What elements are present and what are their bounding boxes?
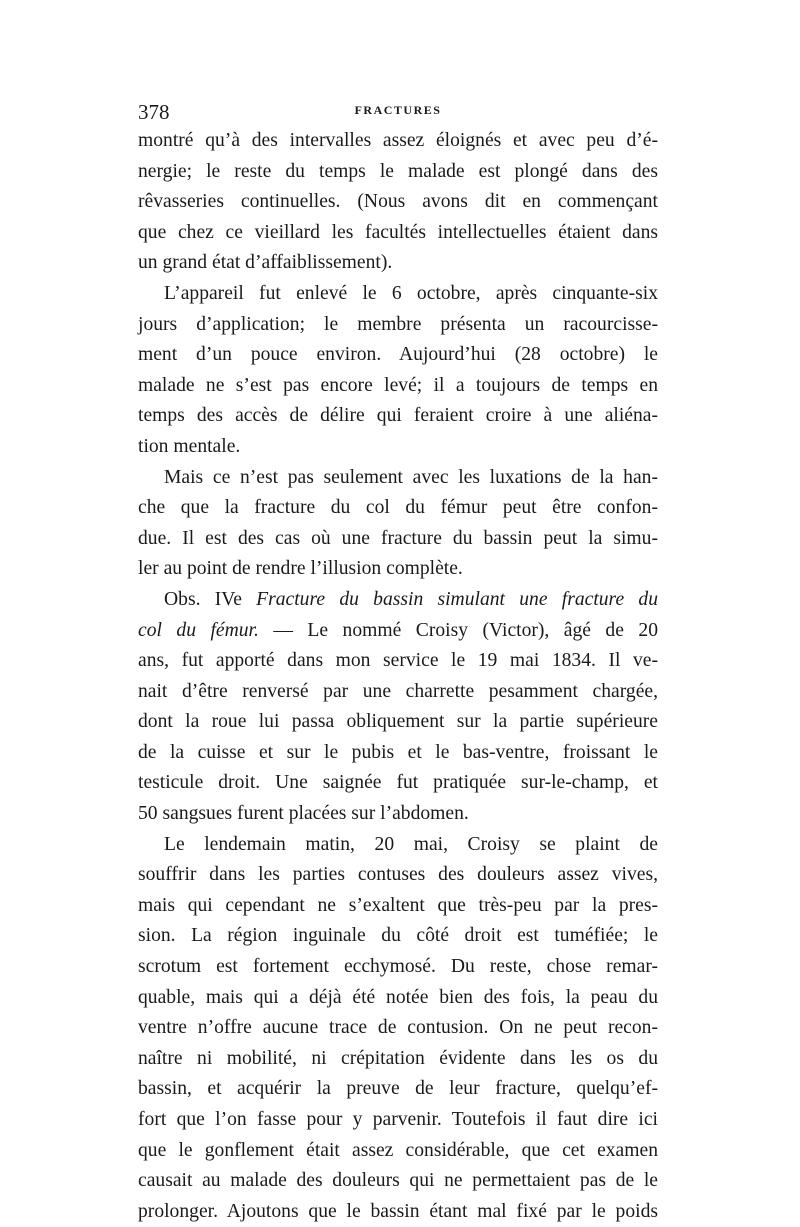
body-text <box>138 126 658 1227</box>
text-line: prolonger. Ajoutons que le bassin étant mal fixé par le poids <box>138 1200 658 1222</box>
observation-heading-line <box>138 585 658 616</box>
text-line: causait au malade des douleurs qui ne permettaient pas de le <box>138 1170 658 1192</box>
text-line: Le lendemain matin, 20 mai, Croisy se plaint de <box>164 833 658 855</box>
text-line: temps des accès de délire qui feraient croire à une aliéna- <box>138 405 658 427</box>
observation-title-end: col du fémur. <box>138 619 259 641</box>
text-line: 50 sangsues furent placées sur l’abdomen. <box>138 803 469 825</box>
text-line: L’appareil fut enlevé le 6 octobre, après cinquante-six <box>164 282 658 304</box>
text-line: ler au point de rendre l’illusion complète. <box>138 558 463 580</box>
text-line: ment d’un pouce environ. Aujourd’hui (28 octobre) le <box>138 344 658 366</box>
text-line: nergie; le reste du temps le malade est plongé dans des <box>138 160 658 182</box>
text-line: bassin, et acquérir la preuve de leur fracture, quelqu’ef- <box>138 1078 658 1100</box>
text-line: tion mentale. <box>138 435 241 457</box>
text-line: montré qu’à des intervalles assez éloignés et avec peu d’é- <box>138 130 658 151</box>
text-line: que chez ce vieillard les facultés intellectuelles étaient dans <box>138 221 658 243</box>
text-line: que le gonflement était assez considérable, que cet examen <box>138 1139 658 1161</box>
text-line: scrotum est fortement ecchymosé. Du reste, chose remar- <box>138 956 658 978</box>
text-line: naître ni mobilité, ni crépitation évidente dans les os du <box>138 1047 658 1069</box>
running-head <box>138 100 658 126</box>
text-line: fort que l’on fasse pour y parvenir. Toutefois il faut dire ici <box>138 1109 658 1130</box>
text-line: due. Il est des cas où une fracture du bassin peut la simu- <box>138 527 658 549</box>
running-title: FRACTURES <box>354 103 442 117</box>
observation-heading-line <box>138 616 658 647</box>
text-line: rêvasseries continuelles. (Nous avons dit en commençant <box>138 191 658 213</box>
observation-title: Fracture du bassin simulant une fracture du <box>256 588 658 610</box>
text-line: dont la roue lui passa obliquement sur la partie supérieure <box>138 711 658 733</box>
text-line: che que la fracture du col du fémur peut être confon- <box>138 497 658 519</box>
book-page <box>138 100 658 1227</box>
text-line: ans, fut apporté dans mon service le 19 mai 1834. Il ve- <box>138 650 658 672</box>
text-line: de la cuisse et sur le pubis et le bas-ventre, froissant le <box>138 741 658 763</box>
text-line: quable, mais qui a déjà été notée bien des fois, la peau du <box>138 986 658 1008</box>
text-line: testicule droit. Une saignée fut pratiquée sur-le-champ, et <box>138 772 658 794</box>
text-line: souffrir dans les parties contuses des douleurs assez vives, <box>138 864 658 886</box>
text-line: mais qui cependant ne s’exaltent que très-peu par la pres- <box>138 894 658 916</box>
observation-text: — Le nommé Croisy (Victor), âgé de 20 <box>258 619 658 641</box>
text-line: jours d’application; le membre présenta un racourcisse- <box>138 313 658 335</box>
text-line: un grand état d’affaiblissement). <box>138 252 393 274</box>
text-line: sion. La région inguinale du côté droit est tuméfiée; le <box>138 925 658 947</box>
text-line: ventre n’offre aucune trace de contusion. On ne peut recon- <box>138 1017 658 1039</box>
text-line: malade ne s’est pas encore levé; il a toujours de temps en <box>138 374 658 396</box>
observation-label: Obs. IVe <box>164 588 257 610</box>
text-line: nait d’être renversé par une charrette pesamment chargée, <box>138 680 658 702</box>
text-line: Mais ce n’est pas seulement avec les luxations de la han- <box>164 466 658 488</box>
page-number: 378 <box>138 100 170 124</box>
